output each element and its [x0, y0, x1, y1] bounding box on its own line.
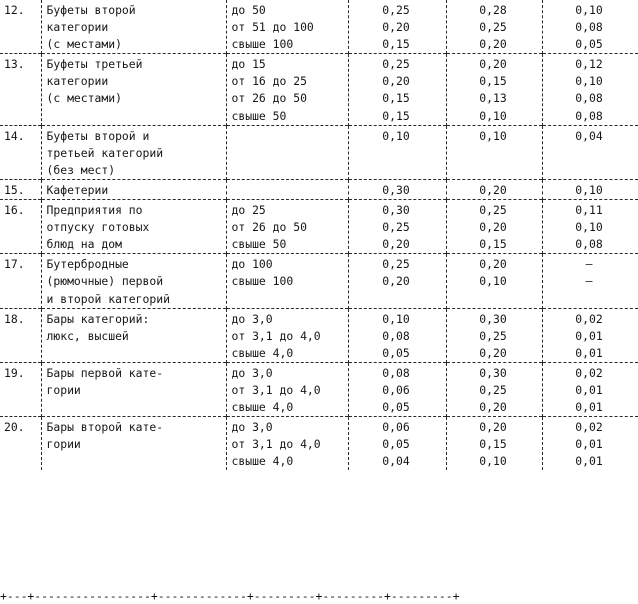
- row-value-2: 0,28 0,25 0,20: [446, 0, 542, 54]
- table-row: [0, 125, 638, 179]
- table-row: [0, 417, 638, 471]
- row-capacity: до 25 от 26 до 50 свыше 50: [226, 200, 348, 254]
- row-capacity: [226, 125, 348, 179]
- row-value-3: 0,11 0,10 0,08: [542, 200, 638, 254]
- row-value-2: 0,20 0,15 0,13 0,10: [446, 54, 542, 125]
- row-value-1: 0,30 0,25 0,20: [348, 200, 446, 254]
- row-number: 19.: [0, 362, 41, 416]
- table-row: [0, 0, 638, 54]
- row-name: Предприятия по отпуску готовых блюд на дом: [41, 200, 226, 254]
- row-number: 12.: [4, 3, 25, 17]
- row-value-1: 0,08 0,06 0,05: [348, 362, 446, 416]
- row-capacity: до 3,0 от 3,1 до 4,0 свыше 4,0: [226, 308, 348, 362]
- row-number: 20.: [0, 417, 41, 471]
- row-value-1: 0,30: [348, 179, 446, 199]
- row-name: Бутербродные (рюмочные) первой и второй категорий: [41, 254, 226, 308]
- row-value-3: 0,02 0,01 0,01: [542, 308, 638, 362]
- table-row: [0, 254, 638, 308]
- row-number: 17.: [0, 254, 41, 308]
- row-value-3: – –: [542, 254, 638, 308]
- table-row: [0, 179, 638, 199]
- row-capacity: до 100 свыше 100: [226, 254, 348, 308]
- row-capacity: до 3,0 от 3,1 до 4,0 свыше 4,0: [226, 362, 348, 416]
- row-number: 13.: [0, 54, 41, 125]
- row-number: 14.: [0, 125, 41, 179]
- row-value-2: 0,20 0,10: [446, 254, 542, 308]
- row-value-2: 0,30 0,25 0,20: [446, 362, 542, 416]
- table-row: [0, 54, 638, 125]
- row-capacity: до 15 от 16 до 25 от 26 до 50 свыше 50: [226, 54, 348, 125]
- row-value-1: 0,06 0,05 0,04: [348, 417, 446, 471]
- row-value-1: 0,25 0,20 0,15 0,15: [348, 54, 446, 125]
- row-value-1: 0,10: [348, 125, 446, 179]
- row-value-3: 0,12 0,10 0,08 0,08: [542, 54, 638, 125]
- row-name: Бары первой кате- гории: [41, 362, 226, 416]
- row-value-2: 0,10: [446, 125, 542, 179]
- row-capacity: [226, 179, 348, 199]
- row-value-2: 0,30 0,25 0,20: [446, 308, 542, 362]
- table-row: [0, 200, 638, 254]
- row-name: Буфеты второй и третьей категорий (без мест): [41, 125, 226, 179]
- row-value-3: 0,10: [542, 179, 638, 199]
- row-value-3: 0,04: [542, 125, 638, 179]
- table-row: [0, 308, 638, 362]
- row-value-1: 0,10 0,08 0,05: [348, 308, 446, 362]
- row-value-3: 0,10 0,08 0,05: [542, 0, 638, 54]
- row-name: Бары второй кате- гории: [41, 417, 226, 471]
- row-number: 16.: [0, 200, 41, 254]
- table-bottom-rule: +---+-----------------+-------------+---------+---------+---------+: [0, 589, 460, 603]
- table-row: [0, 362, 638, 416]
- row-name: Бары категорий: люкс, высшей: [41, 308, 226, 362]
- row-value-3: 0,02 0,01 0,01: [542, 417, 638, 471]
- row-capacity: до 50 от 51 до 100 свыше 100: [226, 0, 348, 54]
- row-value-1: 0,25 0,20: [348, 254, 446, 308]
- row-value-3: 0,02 0,01 0,01: [542, 362, 638, 416]
- row-name: Кафетерии: [41, 179, 226, 199]
- row-name: Буфеты второй категории (с местами): [41, 0, 226, 54]
- row-number: 18.: [0, 308, 41, 362]
- row-value-1: 0,25 0,20 0,15: [348, 0, 446, 54]
- row-value-2: 0,20: [446, 179, 542, 199]
- row-number: 15.: [0, 179, 41, 199]
- row-name: Буфеты третьей категории (с местами): [41, 54, 226, 125]
- row-value-2: 0,25 0,20 0,15: [446, 200, 542, 254]
- row-value-2: 0,20 0,15 0,10: [446, 417, 542, 471]
- row-capacity: до 3,0 от 3,1 до 4,0 свыше 4,0: [226, 417, 348, 471]
